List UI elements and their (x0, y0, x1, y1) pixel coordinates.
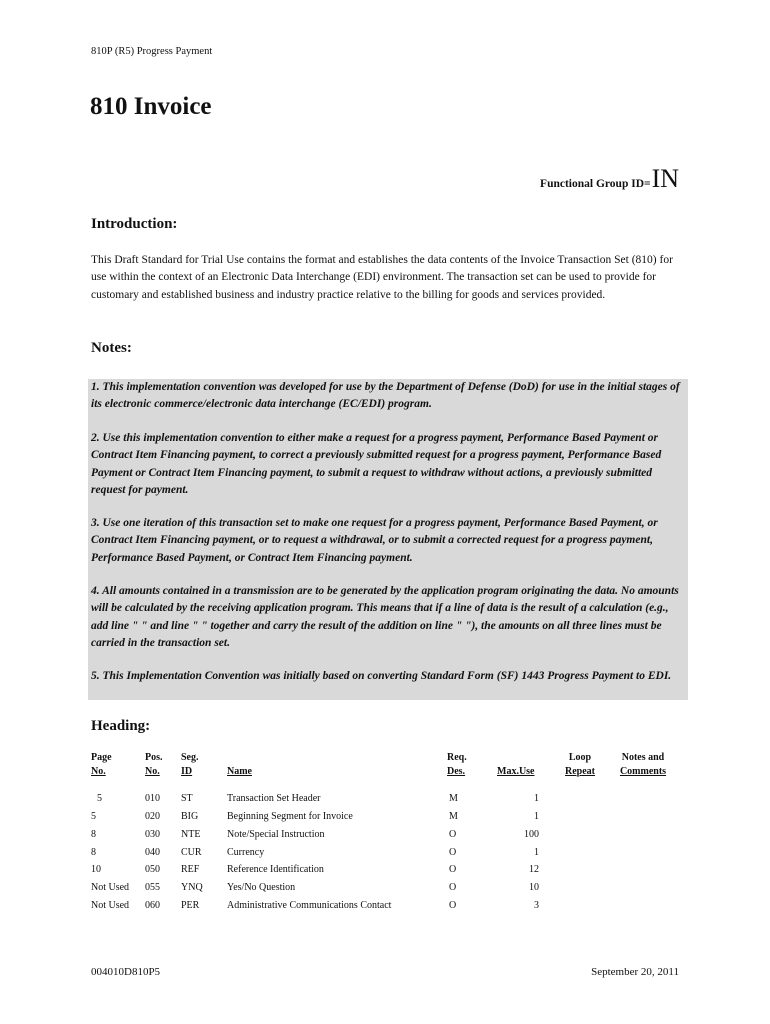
col-header-line: Pos. (145, 752, 163, 763)
col-header-loop (562, 751, 598, 779)
row-max: 12 (529, 864, 539, 875)
row-pos: 040 (145, 847, 160, 858)
footer-right: September 20, 2011 (591, 966, 679, 978)
row-max: 10 (529, 882, 539, 893)
col-header-name (227, 765, 252, 779)
notes-heading: Notes: (91, 340, 132, 356)
col-header-line: No. (145, 766, 160, 777)
note-item: 5. This Implementation Convention was initially based on converting Standard Form (SF) 1443 Progress Payment to EDI. (91, 670, 672, 682)
col-header-line: Repeat (565, 766, 595, 777)
row-page: 8 (91, 829, 96, 840)
note-item: 3. Use one iteration of this transaction set to make one request for a progress payment, Performance Based Payment, or Contract Item Financing payment, or to request a withdrawal, or to submit a corrected request for a progress payment, Performance Based Payment, or Contract Item Financing payment. (91, 517, 658, 564)
row-name: Yes/No Question (227, 882, 296, 893)
row-max: 100 (524, 829, 539, 840)
row-req: O (449, 900, 457, 911)
col-header-page (91, 751, 112, 779)
row-pos: 060 (145, 900, 160, 911)
functional-group-id (540, 164, 679, 194)
row-seg: YNQ (181, 882, 203, 893)
row-page: 8 (91, 847, 96, 858)
row-name: Note/Special Instruction (227, 829, 325, 840)
row-req: O (449, 882, 457, 893)
table-row (0, 882, 770, 900)
col-header-line: Req. (447, 752, 467, 763)
note-item: 4. All amounts contained in a transmission are to be generated by the application program originating the data. No amounts will be calculated by the receiving application program. This means that if a line of data is the result of a calculation (e.g., add line " " and line " " together and carry the result of the addition on line " "), the amounts on all three lines must be carried in the transaction set. (91, 585, 679, 649)
col-header-line: Name (227, 766, 252, 777)
table-row (0, 793, 770, 811)
row-max: 1 (534, 793, 539, 804)
col-header-line: Loop (568, 752, 592, 763)
col-header-req (447, 751, 467, 779)
row-pos: 020 (145, 811, 160, 822)
heading-section-title: Heading: (91, 718, 151, 734)
row-req: M (449, 811, 458, 822)
row-page: Not Used (91, 882, 130, 893)
row-name: Beginning Segment for Invoice (227, 811, 353, 822)
col-header-line: Notes and (621, 752, 665, 763)
row-page: Not Used (91, 900, 130, 911)
row-seg: ST (181, 793, 193, 804)
table-row (0, 847, 770, 865)
row-seg: BIG (181, 811, 199, 822)
functional-group-value: IN (651, 164, 679, 193)
col-header-line: Comments (619, 766, 667, 777)
col-header-line: ID (181, 766, 193, 777)
row-name: Currency (227, 847, 265, 858)
note-item: 1. This implementation convention was developed for use by the Department of Defense (DoD) for use in the initial stages of its electronic commerce/electronic data interchange (EC/EDI) program. (91, 381, 680, 411)
row-name: Transaction Set Header (227, 793, 321, 804)
row-page: 10 (91, 864, 101, 875)
row-seg: REF (181, 864, 200, 875)
introduction-heading: Introduction: (91, 216, 178, 232)
col-header-line: Des. (447, 766, 466, 777)
row-pos: 050 (145, 864, 160, 875)
row-max: 1 (534, 847, 539, 858)
note-item: 2. Use this implementation convention to either make a request for a progress payment, Performance Based Payment or Contract Item Financing payment, to correct a previously submitted request for a progress payment, Performance Based Payment or Contract Item Financing payment, to submit a request to withdraw without actions, a previously submitted request for payment. (91, 432, 662, 496)
row-req: O (449, 847, 457, 858)
row-seg: PER (181, 900, 200, 911)
col-header-pos (145, 751, 163, 779)
row-max: 3 (534, 900, 539, 911)
footer-left: 004010D810P5 (91, 966, 161, 978)
table-row (0, 811, 770, 829)
row-name: Reference Identification (227, 864, 324, 875)
row-page: 5 (91, 811, 96, 822)
row-name: Administrative Communications Contact (227, 900, 392, 911)
table-row (0, 829, 770, 847)
running-header: 810P (R5) Progress Payment (91, 46, 213, 57)
row-req: O (449, 864, 457, 875)
row-req: O (449, 829, 457, 840)
row-seg: NTE (181, 829, 201, 840)
col-header-line: Seg. (181, 752, 199, 763)
col-header-max (497, 765, 535, 779)
row-pos: 010 (145, 793, 160, 804)
table-row (0, 864, 770, 882)
row-pos: 030 (145, 829, 160, 840)
functional-group-label: Functional Group ID= (540, 178, 651, 190)
table-row (0, 900, 770, 918)
col-header-line: Page (91, 752, 112, 763)
row-seg: CUR (181, 847, 202, 858)
row-req: M (449, 793, 458, 804)
col-header-line: Max.Use (497, 766, 535, 777)
row-pos: 055 (145, 882, 160, 893)
row-max: 1 (534, 811, 539, 822)
page-title: 810 Invoice (90, 93, 212, 120)
col-header-line: No. (91, 766, 106, 777)
row-page: 5 (97, 793, 102, 804)
introduction-text: This Draft Standard for Trial Use contains the format and establishes the data contents of the Invoice Transaction Set (810) for use within the context of an Electronic Data Interchange (EDI) environment. The transaction set can be used to provide for customary and established business and industry practice relative to the billing for goods and services provided. (91, 254, 673, 301)
col-header-seg (181, 751, 199, 779)
col-header-notes (617, 751, 669, 779)
